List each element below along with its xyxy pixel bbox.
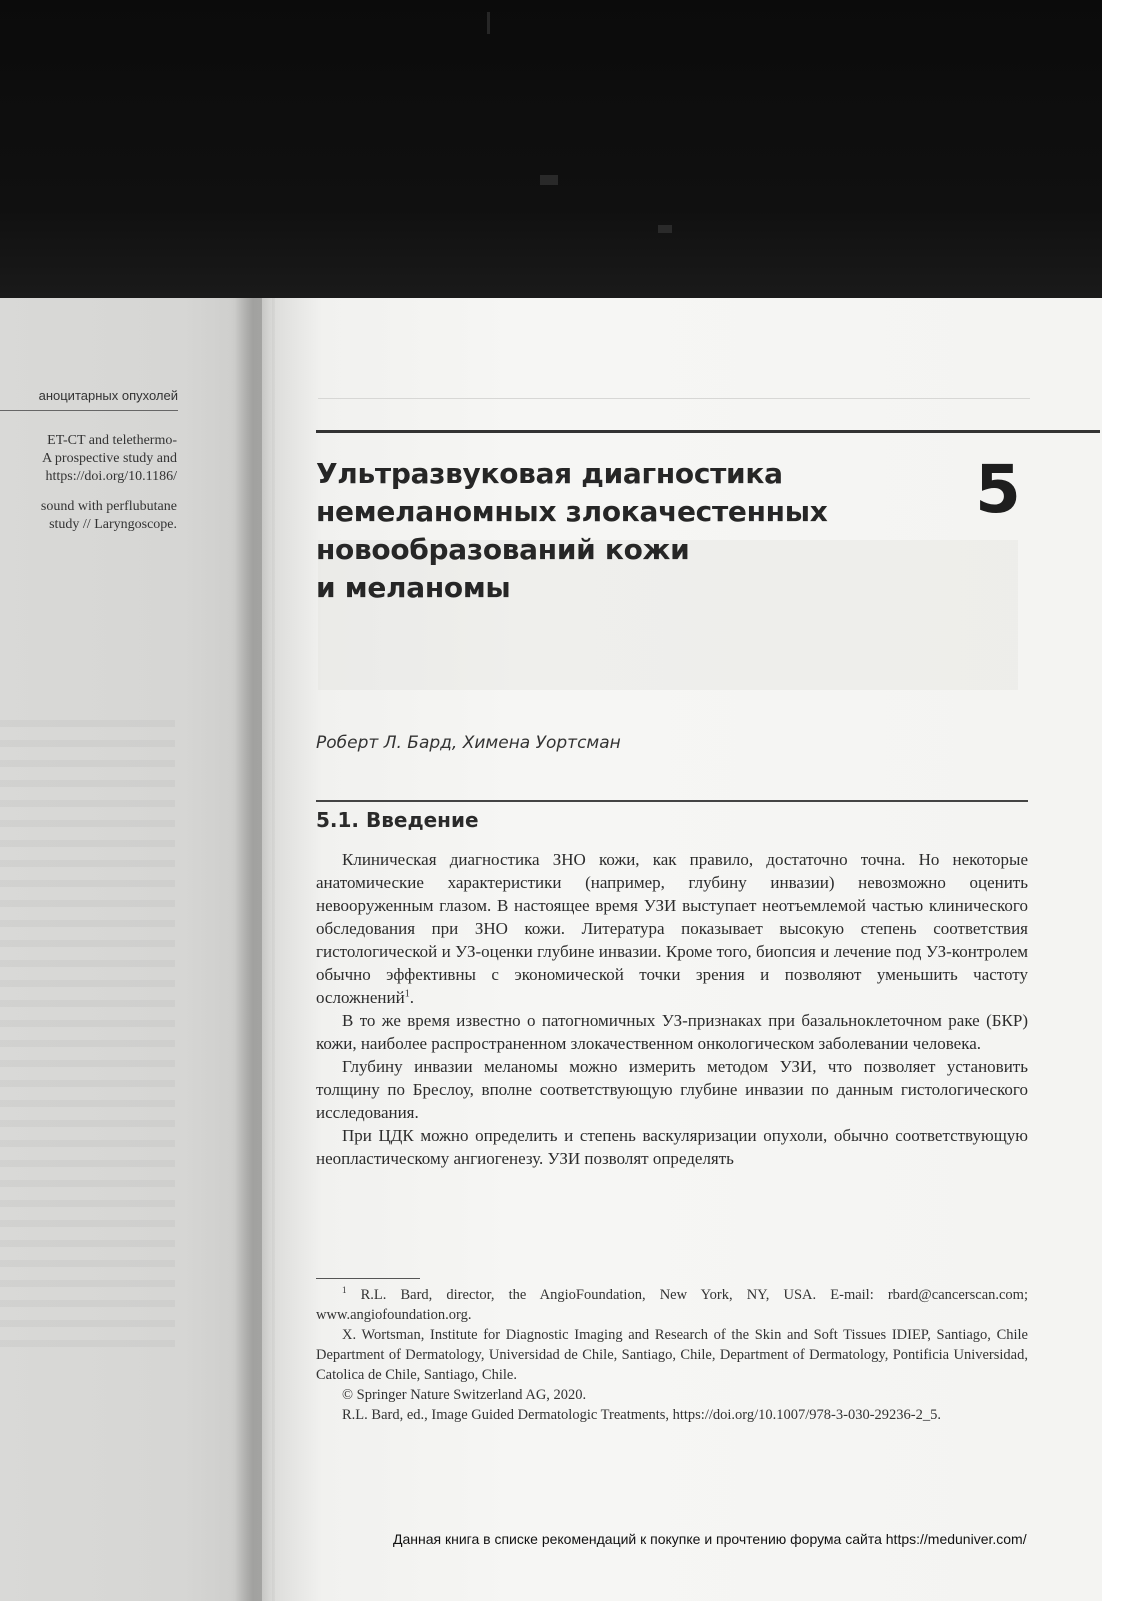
chapter-rule (316, 430, 1100, 433)
citation-line: R.L. Bard, ed., Image Guided Dermatologic Treatments, https://doi.org/10.1007/978-3-030-29236-2_5. (342, 1407, 941, 1423)
watermark-text: Данная книга в списке рекомендаций к покупке и прочтению форума сайта https://meduniver.com/ (393, 1531, 1027, 1547)
left-header-rule (0, 410, 178, 411)
chapter-title-line: немеланомных злокачестенных (316, 495, 828, 528)
left-line: A prospective study and (42, 451, 177, 466)
scan-right-margin (1102, 0, 1132, 1601)
left-line: ET-CT and telethermo- (47, 433, 177, 448)
book-gutter-shadow (235, 298, 275, 1601)
faint-header-rule (318, 398, 1030, 399)
body-paragraph: Глубину инвазии меланомы можно измерить методом УЗИ, что позволяет установить толщину по Бреслоу, вполне соответствующую глубине инвазии по данным гистологического исследования. (316, 1057, 1028, 1122)
footnote-rule (316, 1278, 420, 1279)
chapter-title-line: новообразований кожи (316, 533, 690, 566)
paragraph-text: Клиническая диагностика ЗНО кожи, как правило, достаточно точна. Но некоторые анатомические характеристики (например, глубину инвазии) невозможно оценить невооруженным глазом. В настоящее время УЗИ выступает неотъемлемой частью клинического обследования при ЗНО кожи. Литература показывает высокую степень соответствия гистологической и УЗ-оценки глубине инвазии. Кроме того, биопсия и лечение под УЗ-контролем обычно эффективны с экономической точки зрения и позволяют уменьшить частоту осложнений (316, 850, 1028, 1007)
left-page-text (0, 432, 177, 546)
chapter-number: 5 (975, 451, 1021, 528)
chapter-title (316, 455, 936, 607)
body-paragraph: При ЦДК можно определить и степень васкуляризации опухоли, обычно соответствующую неопластическому ангиогенезу. УЗИ позволят определять (316, 1126, 1028, 1168)
copyright-line: © Springer Nature Switzerland AG, 2020. (342, 1387, 587, 1403)
footnote-mark: 1 (342, 1285, 347, 1296)
chapter-authors: Роберт Л. Бард, Химена Уортсман (316, 733, 621, 753)
footnote: X. Wortsman, Institute for Diagnostic Imaging and Research of the Skin and Soft Tissues IDIEP, Santiago, Chile Department of Dermatology, Universidad de Chile, Santiago, Chile, Department of Dermatology, Pontificia Universidad, Catolica de Chile, Santiago, Chile. (316, 1327, 1028, 1383)
footnote (316, 1285, 1028, 1325)
section-heading: 5.1. Введение (316, 808, 479, 832)
left-running-head: аноцитарных опухолей (38, 388, 178, 403)
body-paragraph (316, 848, 1028, 1009)
scan-speck (487, 12, 490, 34)
left-line: sound with perflubutane (40, 499, 177, 514)
paragraph-tail: . (409, 988, 414, 1007)
section-rule (316, 800, 1028, 802)
left-page-bleedthrough (0, 720, 175, 1360)
footnote-text: R.L. Bard, director, the AngioFoundation, New York, NY, USA. E-mail: rbard@cancerscan.com; www.angiofoundation.org. (316, 1287, 1028, 1323)
left-line: study // Laryngoscope. (49, 517, 177, 532)
footnote-ref: 1 (404, 988, 410, 1000)
scan-speck (540, 175, 558, 185)
left-line: https://doi.org/10.1186/ (45, 469, 177, 484)
scan-dark-band (0, 0, 1132, 298)
chapter-title-line: Ультразвуковая диагностика (316, 457, 783, 490)
chapter-title-line: и меланомы (316, 571, 511, 604)
body-text (316, 848, 1028, 1170)
scan-speck (658, 225, 672, 233)
footnotes (316, 1285, 1028, 1425)
body-paragraph: В то же время известно о патогномичных УЗ-признаках при базальноклеточном раке (БКР) кожи, наиболее распространенном злокачественном онкологическом заболевании человека. (316, 1011, 1028, 1053)
